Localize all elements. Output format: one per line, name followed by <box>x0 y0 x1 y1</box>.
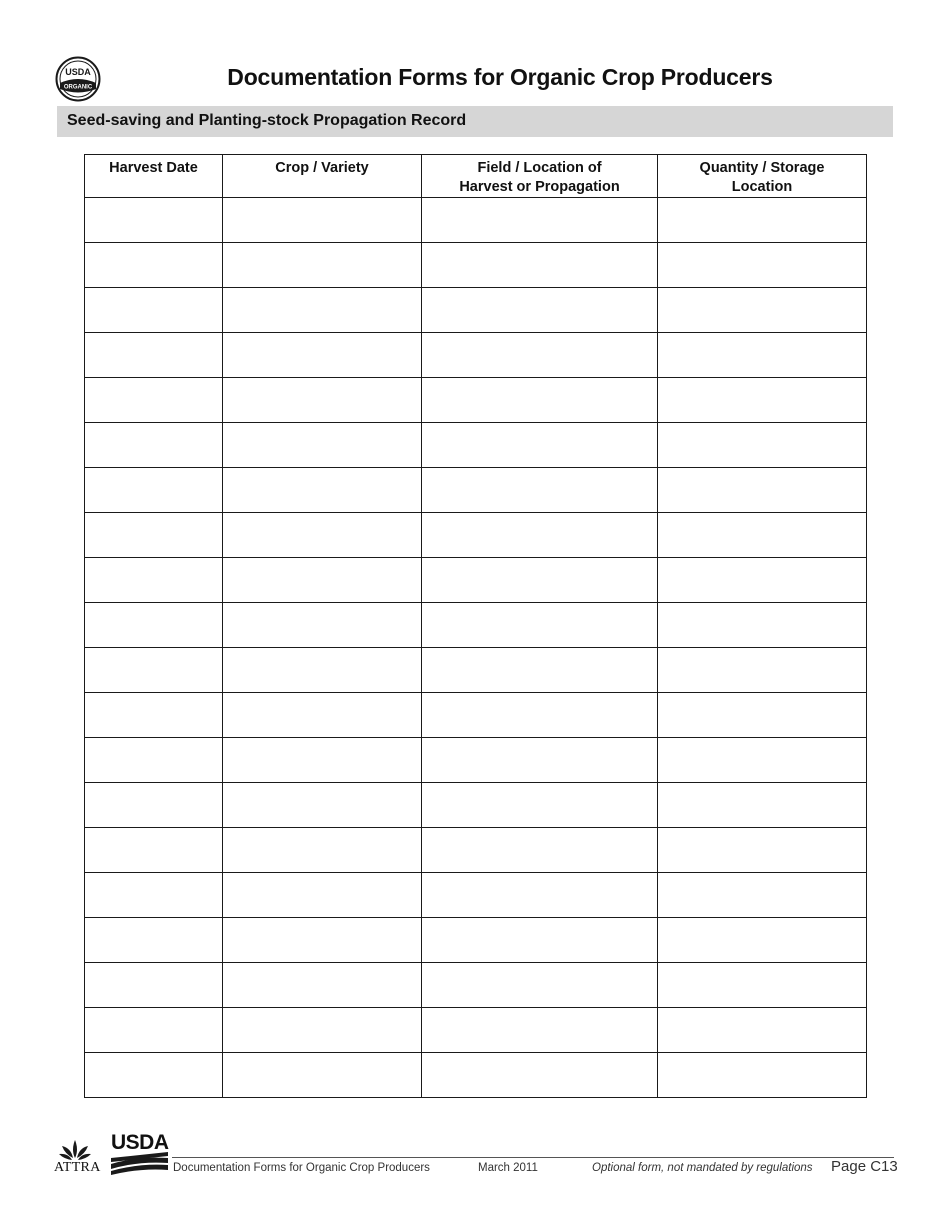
table-cell-crop-variety <box>223 1008 422 1053</box>
table-cell-field-location <box>422 558 658 603</box>
table-row <box>85 333 867 378</box>
column-header-line: Location <box>731 179 793 195</box>
field-location-entry-field[interactable] <box>422 288 657 332</box>
table-cell-field-location <box>422 738 658 783</box>
table-cell-field-location <box>422 828 658 873</box>
harvest-date-entry-field[interactable] <box>85 1053 222 1097</box>
column-header-line: Harvest or Propagation <box>459 179 620 195</box>
document-title: Documentation Forms for Organic Crop Producers <box>227 64 773 90</box>
table-row <box>85 738 867 783</box>
table-row <box>85 198 867 243</box>
table-cell-field-location <box>422 513 658 558</box>
table-row <box>85 828 867 873</box>
table-row <box>85 873 867 918</box>
table-cell-crop-variety <box>223 873 422 918</box>
table-cell-harvest-date <box>85 738 223 783</box>
section-header-bar <box>57 106 893 137</box>
table-cell-harvest-date <box>85 423 223 468</box>
crop-variety-entry-field[interactable] <box>223 828 421 872</box>
table-cell-crop-variety <box>223 423 422 468</box>
table-cell-harvest-date <box>85 648 223 693</box>
field-location-entry-field[interactable] <box>422 738 657 782</box>
crop-variety-entry-field[interactable] <box>223 558 421 602</box>
crop-variety-entry-field[interactable] <box>223 513 421 557</box>
crop-variety-entry-field[interactable] <box>223 333 421 377</box>
crop-variety-entry-field[interactable] <box>223 1053 421 1097</box>
table-cell-quantity-storage <box>658 918 867 963</box>
table-cell-field-location <box>422 873 658 918</box>
column-header-line: Harvest Date <box>109 160 198 176</box>
table-row <box>85 1008 867 1053</box>
table-row <box>85 918 867 963</box>
field-location-entry-field[interactable] <box>422 918 657 962</box>
table-cell-crop-variety <box>223 198 422 243</box>
quantity-storage-entry-field[interactable] <box>658 558 866 602</box>
field-location-entry-field[interactable] <box>422 243 657 287</box>
harvest-date-entry-field[interactable] <box>85 243 222 287</box>
page-number: Page C13 <box>831 1158 898 1175</box>
quantity-storage-entry-field[interactable] <box>658 513 866 557</box>
harvest-date-entry-field[interactable] <box>85 873 222 917</box>
field-location-entry-field[interactable] <box>422 693 657 737</box>
crop-variety-entry-field[interactable] <box>223 603 421 647</box>
field-location-entry-field[interactable] <box>422 558 657 602</box>
table-cell-crop-variety <box>223 243 422 288</box>
harvest-date-entry-field[interactable] <box>85 1008 222 1052</box>
table-cell-field-location <box>422 603 658 648</box>
table-cell-crop-variety <box>223 288 422 333</box>
table-cell-quantity-storage <box>658 378 867 423</box>
column-header-harvest-date <box>85 155 223 198</box>
quantity-storage-entry-field[interactable] <box>658 1053 866 1097</box>
table-cell-crop-variety <box>223 1053 422 1098</box>
crop-variety-entry-field[interactable] <box>223 783 421 827</box>
table-cell-harvest-date <box>85 468 223 513</box>
table-cell-harvest-date <box>85 873 223 918</box>
table-cell-crop-variety <box>223 783 422 828</box>
quantity-storage-entry-field[interactable] <box>658 738 866 782</box>
table-cell-harvest-date <box>85 693 223 738</box>
table-cell-harvest-date <box>85 603 223 648</box>
field-location-entry-field[interactable] <box>422 423 657 467</box>
field-location-entry-field[interactable] <box>422 513 657 557</box>
table-cell-quantity-storage <box>658 1008 867 1053</box>
harvest-date-entry-field[interactable] <box>85 378 222 422</box>
table-cell-field-location <box>422 198 658 243</box>
table-row <box>85 243 867 288</box>
table-cell-field-location <box>422 423 658 468</box>
field-location-entry-field[interactable] <box>422 333 657 377</box>
harvest-date-entry-field[interactable] <box>85 918 222 962</box>
table-cell-harvest-date <box>85 378 223 423</box>
table-cell-harvest-date <box>85 963 223 1008</box>
harvest-date-entry-field[interactable] <box>85 423 222 467</box>
usda-organic-seal-icon <box>55 56 101 102</box>
table-cell-quantity-storage <box>658 828 867 873</box>
table-cell-crop-variety <box>223 378 422 423</box>
table-cell-quantity-storage <box>658 423 867 468</box>
table-header-row <box>85 155 867 198</box>
table-cell-quantity-storage <box>658 603 867 648</box>
field-location-entry-field[interactable] <box>422 873 657 917</box>
table-cell-crop-variety <box>223 603 422 648</box>
quantity-storage-entry-field[interactable] <box>658 1008 866 1052</box>
harvest-date-entry-field[interactable] <box>85 198 222 242</box>
quantity-storage-entry-field[interactable] <box>658 783 866 827</box>
table-cell-crop-variety <box>223 963 422 1008</box>
harvest-date-entry-field[interactable] <box>85 513 222 557</box>
table-cell-field-location <box>422 243 658 288</box>
table-row <box>85 963 867 1008</box>
harvest-date-entry-field[interactable] <box>85 603 222 647</box>
table-row <box>85 468 867 513</box>
table-cell-quantity-storage <box>658 288 867 333</box>
table-cell-quantity-storage <box>658 693 867 738</box>
table-cell-crop-variety <box>223 828 422 873</box>
field-location-entry-field[interactable] <box>422 378 657 422</box>
column-header-line: Quantity / Storage <box>699 160 825 176</box>
table-cell-quantity-storage <box>658 783 867 828</box>
table-cell-quantity-storage <box>658 333 867 378</box>
table-cell-quantity-storage <box>658 738 867 783</box>
crop-variety-entry-field[interactable] <box>223 378 421 422</box>
table-cell-harvest-date <box>85 918 223 963</box>
seal-text-organic: ORGANIC <box>63 84 93 91</box>
quantity-storage-entry-field[interactable] <box>658 918 866 962</box>
quantity-storage-entry-field[interactable] <box>658 603 866 647</box>
table-cell-quantity-storage <box>658 468 867 513</box>
usda-label: USDA <box>111 1131 169 1154</box>
table-cell-field-location <box>422 468 658 513</box>
column-header-line: Crop / Variety <box>275 160 369 176</box>
crop-variety-entry-field[interactable] <box>223 873 421 917</box>
table-cell-harvest-date <box>85 1053 223 1098</box>
table-cell-crop-variety <box>223 333 422 378</box>
table-cell-harvest-date <box>85 558 223 603</box>
harvest-date-entry-field[interactable] <box>85 288 222 332</box>
field-location-entry-field[interactable] <box>422 828 657 872</box>
table-cell-field-location <box>422 963 658 1008</box>
quantity-storage-entry-field[interactable] <box>658 873 866 917</box>
column-header-crop-variety <box>223 155 422 198</box>
field-location-entry-field[interactable] <box>422 198 657 242</box>
table-cell-crop-variety <box>223 513 422 558</box>
harvest-date-entry-field[interactable] <box>85 333 222 377</box>
harvest-date-entry-field[interactable] <box>85 648 222 692</box>
table-cell-harvest-date <box>85 783 223 828</box>
table-cell-harvest-date <box>85 513 223 558</box>
table-body <box>85 198 867 1098</box>
footer-divider <box>172 1157 894 1158</box>
table-cell-crop-variety <box>223 558 422 603</box>
section-title: Seed-saving and Planting-stock Propagation Record <box>67 112 467 129</box>
crop-variety-entry-field[interactable] <box>223 918 421 962</box>
table-row <box>85 693 867 738</box>
table-cell-quantity-storage <box>658 963 867 1008</box>
harvest-date-entry-field[interactable] <box>85 468 222 512</box>
crop-variety-entry-field[interactable] <box>223 243 421 287</box>
field-location-entry-field[interactable] <box>422 1008 657 1052</box>
column-header-field-location <box>422 155 658 198</box>
harvest-date-entry-field[interactable] <box>85 558 222 602</box>
harvest-date-entry-field[interactable] <box>85 783 222 827</box>
quantity-storage-entry-field[interactable] <box>658 243 866 287</box>
footer-publication-title: Documentation Forms for Organic Crop Producers <box>173 1162 430 1174</box>
field-location-entry-field[interactable] <box>422 963 657 1007</box>
table-cell-field-location <box>422 1008 658 1053</box>
table-row <box>85 1053 867 1098</box>
table-cell-field-location <box>422 1053 658 1098</box>
table-cell-crop-variety <box>223 693 422 738</box>
crop-variety-entry-field[interactable] <box>223 648 421 692</box>
crop-variety-entry-field[interactable] <box>223 693 421 737</box>
table-cell-field-location <box>422 918 658 963</box>
table-cell-quantity-storage <box>658 513 867 558</box>
table-cell-crop-variety <box>223 468 422 513</box>
crop-variety-entry-field[interactable] <box>223 963 421 1007</box>
table-cell-harvest-date <box>85 828 223 873</box>
quantity-storage-entry-field[interactable] <box>658 288 866 332</box>
quantity-storage-entry-field[interactable] <box>658 693 866 737</box>
table-cell-crop-variety <box>223 738 422 783</box>
table-cell-field-location <box>422 648 658 693</box>
field-location-entry-field[interactable] <box>422 603 657 647</box>
table-cell-field-location <box>422 783 658 828</box>
table-cell-quantity-storage <box>658 243 867 288</box>
table-row <box>85 783 867 828</box>
quantity-storage-entry-field[interactable] <box>658 423 866 467</box>
table-cell-harvest-date <box>85 243 223 288</box>
harvest-date-entry-field[interactable] <box>85 693 222 737</box>
column-header-line: Field / Location of <box>477 160 602 176</box>
table-cell-harvest-date <box>85 288 223 333</box>
harvest-date-entry-field[interactable] <box>85 963 222 1007</box>
crop-variety-entry-field[interactable] <box>223 198 421 242</box>
table-row <box>85 288 867 333</box>
table-row <box>85 378 867 423</box>
crop-variety-entry-field[interactable] <box>223 423 421 467</box>
footer-date: March 2011 <box>478 1162 538 1174</box>
crop-variety-entry-field[interactable] <box>223 288 421 332</box>
table-row <box>85 558 867 603</box>
seal-text-usda: USDA <box>65 67 91 77</box>
column-header-quantity-storage <box>658 155 867 198</box>
table-cell-harvest-date <box>85 198 223 243</box>
table-cell-quantity-storage <box>658 873 867 918</box>
harvest-date-entry-field[interactable] <box>85 828 222 872</box>
table-cell-field-location <box>422 288 658 333</box>
harvest-date-entry-field[interactable] <box>85 738 222 782</box>
quantity-storage-entry-field[interactable] <box>658 648 866 692</box>
crop-variety-entry-field[interactable] <box>223 468 421 512</box>
table-row <box>85 513 867 558</box>
table-cell-field-location <box>422 693 658 738</box>
table-row <box>85 603 867 648</box>
table-row <box>85 648 867 693</box>
field-location-entry-field[interactable] <box>422 1053 657 1097</box>
quantity-storage-entry-field[interactable] <box>658 468 866 512</box>
table-row <box>85 423 867 468</box>
table-cell-quantity-storage <box>658 648 867 693</box>
field-location-entry-field[interactable] <box>422 468 657 512</box>
table-cell-harvest-date <box>85 333 223 378</box>
table-cell-quantity-storage <box>658 1053 867 1098</box>
table-cell-field-location <box>422 333 658 378</box>
propagation-record-table <box>84 154 867 1098</box>
table-cell-harvest-date <box>85 1008 223 1053</box>
crop-variety-entry-field[interactable] <box>223 1008 421 1052</box>
quantity-storage-entry-field[interactable] <box>658 963 866 1007</box>
table-cell-crop-variety <box>223 918 422 963</box>
quantity-storage-entry-field[interactable] <box>658 333 866 377</box>
crop-variety-entry-field[interactable] <box>223 738 421 782</box>
attra-label: ATTRA <box>54 1160 101 1175</box>
field-location-entry-field[interactable] <box>422 783 657 827</box>
quantity-storage-entry-field[interactable] <box>658 378 866 422</box>
field-location-entry-field[interactable] <box>422 648 657 692</box>
footer-note: Optional form, not mandated by regulations <box>592 1162 813 1174</box>
table-cell-crop-variety <box>223 648 422 693</box>
table-cell-field-location <box>422 378 658 423</box>
quantity-storage-entry-field[interactable] <box>658 198 866 242</box>
table-cell-quantity-storage <box>658 198 867 243</box>
quantity-storage-entry-field[interactable] <box>658 828 866 872</box>
table-cell-quantity-storage <box>658 558 867 603</box>
